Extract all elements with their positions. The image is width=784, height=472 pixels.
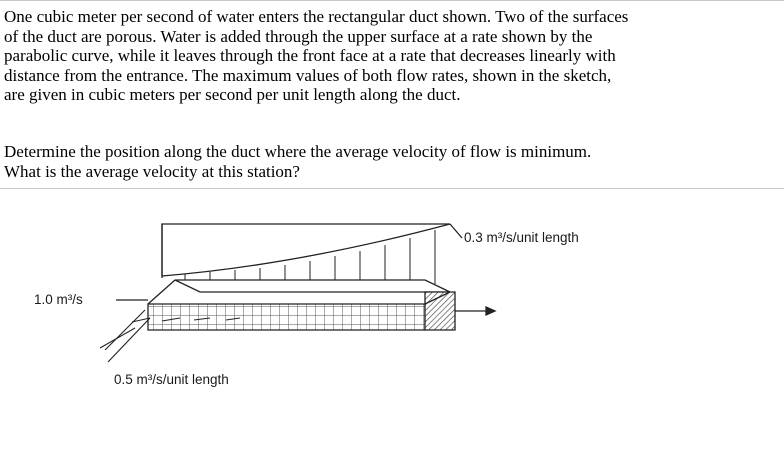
text-line: are given in cubic meters per second per unit length along the duct. (4, 85, 461, 105)
text-line: of the duct are porous. Water is added through the upper surface at a rate shown by the (4, 26, 593, 46)
parabola-distribution-curve (162, 224, 450, 276)
text-line: Determine the position along the duct where the average velocity of flow is minimum. (4, 142, 592, 161)
top-label-leader (450, 224, 462, 238)
parabola-curve (162, 224, 450, 276)
text-line: parabolic curve, while it leaves through the front face at a rate that decreases linearly with (4, 46, 616, 66)
duct-front-face (148, 304, 425, 330)
text-line: distance from the entrance. The maximum values of both flow rates, shown in the sketch, (4, 65, 612, 85)
front-max-rate-label: 0.5 m³/s/unit length (114, 372, 229, 387)
outlet-arrowhead (486, 307, 495, 315)
text-line: What is the average velocity at this station? (4, 161, 300, 181)
text-line: One cubic meter per second of water enters the rectangular duct shown. Two of the surfaces (4, 7, 629, 26)
duct-top-face (175, 280, 450, 292)
top-flow-arrows (185, 230, 435, 284)
duct (148, 280, 455, 330)
duct-edge (148, 280, 175, 304)
top-max-rate-label: 0.3 m³/s/unit length (464, 230, 579, 245)
duct-end-face (425, 292, 455, 330)
front-gradient-line (100, 328, 135, 348)
inflow-label: 1.0 m³/s (34, 292, 83, 307)
top-inflow-distribution (162, 224, 462, 284)
